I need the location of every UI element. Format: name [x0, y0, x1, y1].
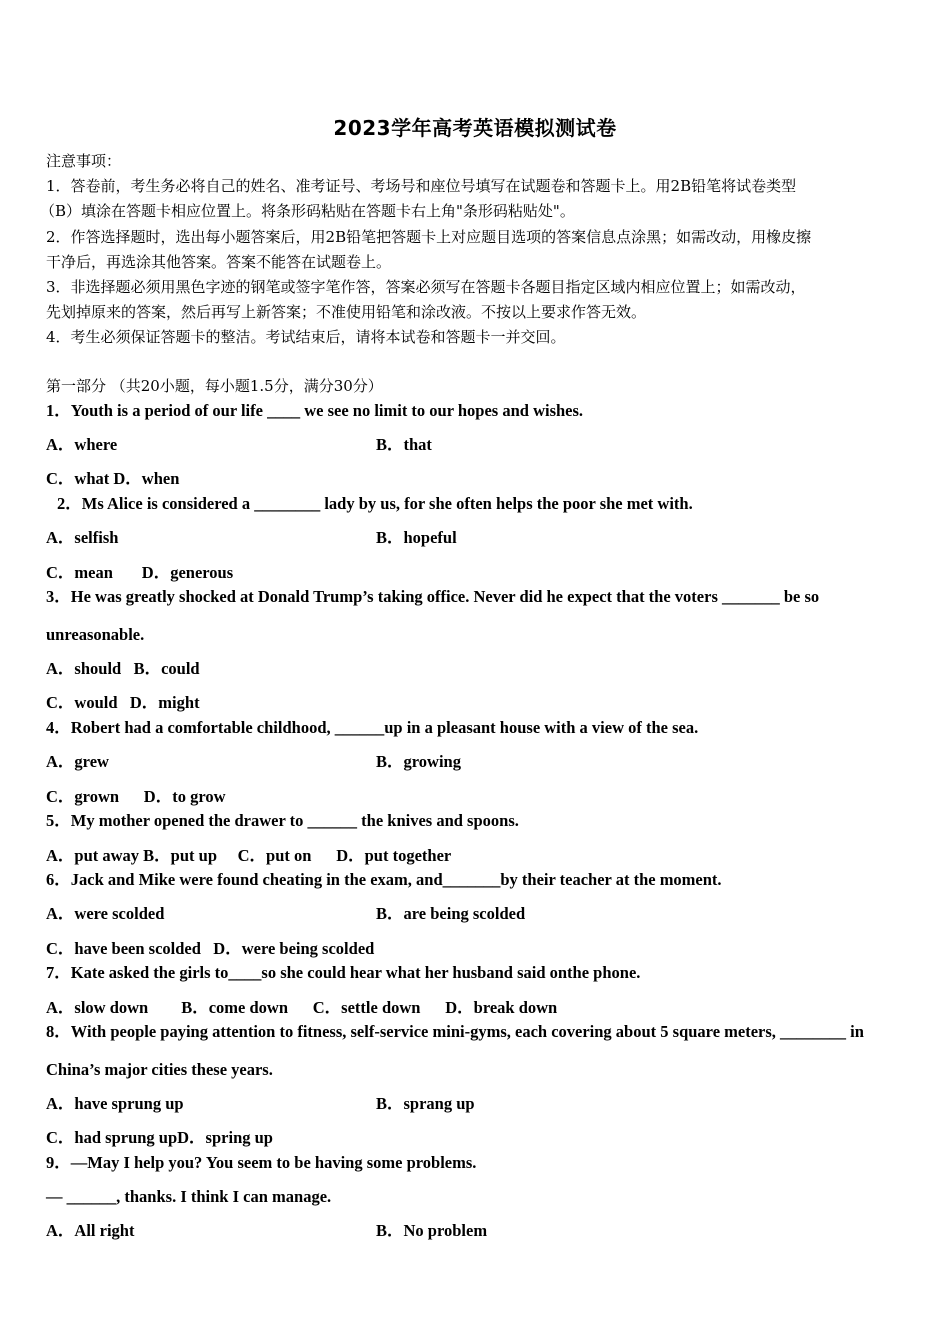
- notice-line: 2．作答选择题时，选出每小题答案后，用2B铅笔把答题卡上对应题目选项的答案信息点涂黑；如需改动，用橡皮擦: [46, 228, 812, 246]
- option-b: B．that: [376, 435, 432, 454]
- question-stem: 3．He was greatly shocked at Donald Trump’s taking office. Never did he expect that the voters _______ be so: [46, 587, 820, 606]
- option-a: A．grew: [46, 752, 109, 771]
- notice-line: 干净后，再选涂其他答案。答案不能答在试题卷上。: [46, 253, 392, 271]
- question-stem: 1．Youth is a period of our life ____ we see no limit to our hopes and wishes.: [46, 401, 584, 420]
- options-ab: A．should B．could: [46, 659, 200, 678]
- options-cd: C．grown D．to grow: [46, 787, 226, 806]
- notice-line: 1．答卷前，考生务必将自己的姓名、准考证号、考场号和座位号填写在试题卷和答题卡上。用2B铅笔将试卷类型: [46, 177, 797, 195]
- options-row: A．put away B．put up C．put on D．put together: [46, 846, 452, 865]
- options-cd: C．mean D．generous: [46, 563, 234, 582]
- question-stem: 5．My mother opened the drawer to ______ the knives and spoons.: [46, 811, 519, 830]
- option-b: B．growing: [376, 752, 461, 771]
- options-cd: C．had sprung upD．spring up: [46, 1128, 273, 1147]
- option-a: A．where: [46, 435, 118, 454]
- options-cd: C．would D．might: [46, 693, 200, 712]
- option-b: B．are being scolded: [376, 904, 526, 923]
- options-cd: C．what D．when: [46, 469, 180, 488]
- question-stem: 4．Robert had a comfortable childhood, ______up in a pleasant house with a view of the sea.: [46, 718, 699, 737]
- notice-heading: 注意事项：: [46, 152, 122, 170]
- notice-line: （B）填涂在答题卡相应位置上。将条形码粘贴在答题卡右上角"条形码粘贴处"。: [40, 202, 575, 220]
- option-a: A．selfish: [46, 528, 119, 547]
- question-stem: 9．—May I help you? You seem to be having some problems.: [46, 1153, 477, 1172]
- question-stem-cont: — ______, thanks. I think I can manage.: [46, 1187, 332, 1206]
- option-a: A．were scolded: [46, 904, 165, 923]
- options-cd: C．have been scolded D．were being scolded: [46, 939, 375, 958]
- question-stem: 7．Kate asked the girls to____so she could hear what her husband said onthe phone.: [46, 963, 641, 982]
- page-title: 2023学年高考英语模拟测试卷: [333, 116, 617, 140]
- notice-line: 先划掉原来的答案，然后再写上新答案；不准使用铅笔和涂改液。不按以上要求作答无效。: [46, 303, 647, 321]
- notice-line: 4．考生必须保证答题卡的整洁。考试结束后，请将本试卷和答题卡一并交回。: [46, 328, 566, 346]
- notice-line: 3．非选择题必须用黑色字迹的钢笔或签字笔作答，答案必须写在答题卡各题目指定区域内相应位置上；如需改动，: [46, 278, 806, 296]
- option-b: B．hopeful: [376, 528, 457, 547]
- question-stem-cont: unreasonable.: [46, 625, 145, 644]
- options-row: A．slow down B．come down C．settle down D．break down: [46, 998, 558, 1017]
- question-stem: 6．Jack and Mike were found cheating in the exam, and_______by their teacher at the moment.: [46, 870, 722, 889]
- question-stem: 2．Ms Alice is considered a ________ lady by us, for she often helps the poor she met with.: [57, 494, 693, 513]
- option-b: B．No problem: [376, 1221, 488, 1240]
- question-stem-cont: China’s major cities these years.: [46, 1060, 273, 1079]
- question-stem: 8．With people paying attention to fitness, self-service mini-gyms, each covering about 5 square meters, ________ in: [46, 1022, 864, 1041]
- option-a: A．All right: [46, 1221, 135, 1240]
- option-b: B．sprang up: [376, 1094, 475, 1113]
- option-a: A．have sprung up: [46, 1094, 184, 1113]
- section-heading: 第一部分 （共20小题，每小题1.5分，满分30分）: [46, 377, 383, 395]
